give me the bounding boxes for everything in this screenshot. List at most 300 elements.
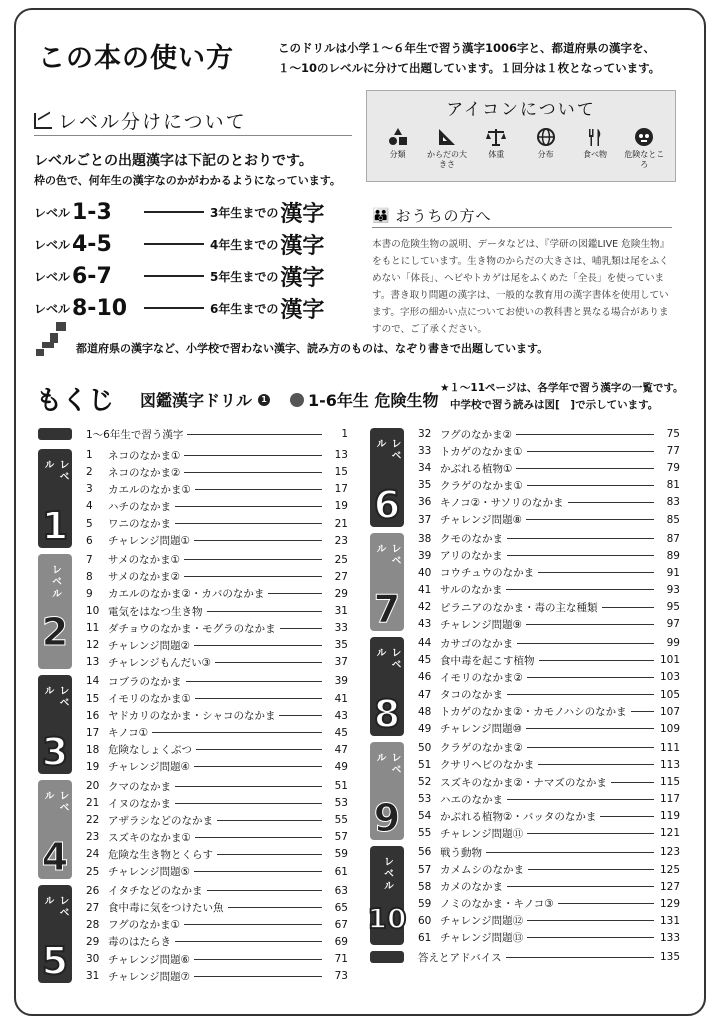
toc-entry-page: 1 bbox=[341, 428, 348, 440]
leader-line bbox=[184, 559, 322, 560]
toc-entry[interactable] bbox=[86, 829, 348, 845]
toc-entry[interactable] bbox=[418, 548, 680, 564]
toc-subtitle-text: 図鑑漢字ドリル bbox=[140, 391, 253, 410]
toc-entry[interactable] bbox=[418, 740, 680, 756]
toc-entry[interactable] bbox=[86, 637, 348, 653]
toc-entry-number: 58 bbox=[418, 880, 432, 893]
toc-entry[interactable] bbox=[86, 691, 348, 707]
leader-line bbox=[184, 576, 322, 577]
toc-entry-title: クラゲのなかま① bbox=[440, 479, 523, 492]
toc-entry-page: 81 bbox=[666, 479, 680, 492]
divider bbox=[144, 307, 204, 309]
toc-entry-number: 16 bbox=[86, 709, 100, 722]
toc-entry-page: 127 bbox=[659, 880, 680, 893]
toc-entry-title: チャレンジ問題⑩ bbox=[440, 723, 523, 736]
level-badge-number: 4 bbox=[41, 834, 69, 879]
toc-entry-title: チャレンジ問題⑤ bbox=[108, 866, 191, 878]
level-badge-label: レベル bbox=[49, 563, 61, 600]
toc-entry-number: 48 bbox=[418, 705, 432, 718]
toc-entry-page: 27 bbox=[334, 570, 348, 583]
toc-entry-title: チャレンジ問題④ bbox=[108, 761, 191, 774]
toc-entry[interactable] bbox=[418, 879, 680, 895]
toc-entry[interactable] bbox=[418, 825, 680, 841]
icon-item-food bbox=[572, 126, 618, 170]
level-kanji: 漢字 bbox=[280, 201, 325, 227]
toc-entry-number: 40 bbox=[418, 566, 432, 579]
leader-line bbox=[600, 816, 654, 817]
leader-line bbox=[517, 643, 654, 644]
leader-line bbox=[527, 451, 654, 452]
level-badge-number: 7 bbox=[373, 587, 401, 632]
toc-series-text: 1-6年生 危険生物 bbox=[308, 391, 439, 410]
toc-entry-page: 49 bbox=[334, 760, 348, 773]
leader-line bbox=[507, 799, 654, 800]
toc-entry-title: 危険な生き物とくらす bbox=[108, 848, 213, 861]
toc-entry-page: 89 bbox=[666, 549, 680, 562]
japan-map-icon bbox=[36, 322, 70, 356]
toc-entry-title: コブラのなかま bbox=[108, 675, 182, 688]
toc-entry-number: 25 bbox=[86, 865, 100, 878]
toc-entry[interactable] bbox=[86, 569, 348, 585]
page-title: この本の使い方 bbox=[38, 43, 234, 74]
toc-entry-number: 28 bbox=[86, 918, 100, 931]
toc-entry-page: 59 bbox=[334, 848, 348, 861]
toc-entry-title: チャレンジ問題⑪ bbox=[440, 827, 524, 840]
leader-line bbox=[506, 957, 654, 958]
toc-entry[interactable] bbox=[418, 930, 680, 946]
header-desc-line1: このドリルは小学１～６年生で習う漢字1006字と、都道府県の漢字を、 bbox=[278, 41, 656, 55]
level-grade: 3年生までの bbox=[210, 205, 279, 220]
toc-entry[interactable] bbox=[86, 864, 348, 880]
toc-entry-page: 35 bbox=[334, 639, 348, 652]
toc-entry[interactable] bbox=[418, 808, 680, 824]
level-badge bbox=[38, 780, 72, 879]
icon-caption: 分布 bbox=[537, 150, 554, 159]
toc-note-line1: ★１～11ページは、各学年で習う漢字の一覧です。 bbox=[440, 382, 684, 394]
toc-entry-page: 71 bbox=[334, 953, 348, 965]
toc-entry[interactable] bbox=[86, 968, 348, 984]
divider bbox=[144, 275, 204, 277]
toc-entry[interactable] bbox=[418, 512, 680, 528]
toc-entry[interactable] bbox=[418, 494, 680, 510]
toc-entry-number: 52 bbox=[418, 776, 432, 788]
toc-entry-page: 91 bbox=[666, 566, 680, 579]
toc-entry-number: 46 bbox=[418, 671, 432, 684]
toc-entry-number: 15 bbox=[86, 692, 100, 705]
toc-entry[interactable] bbox=[86, 883, 348, 899]
toc-entry[interactable] bbox=[86, 846, 348, 862]
toc-entry-number: 29 bbox=[86, 935, 100, 948]
toc-entry[interactable] bbox=[86, 759, 348, 775]
toc-entry[interactable] bbox=[86, 426, 348, 442]
leader-line bbox=[195, 837, 322, 838]
level-grade: 5年生までの bbox=[210, 269, 279, 284]
levels-caption: 枠の色で、何年生の漢字なのかがわかるようになっています。 bbox=[34, 174, 341, 187]
level-badge-label: レベル bbox=[42, 459, 68, 484]
leader-line bbox=[194, 959, 322, 960]
toc-entry-number: 11 bbox=[86, 622, 100, 635]
toc-entry-title: フグのなかま② bbox=[440, 428, 513, 441]
leader-line bbox=[196, 749, 322, 750]
toc-entry-title: かぶれる植物① bbox=[440, 462, 513, 475]
toc-entry[interactable] bbox=[418, 565, 680, 581]
toc-entry[interactable] bbox=[86, 778, 348, 794]
toc-entry-page: 13 bbox=[334, 449, 348, 462]
level-range: 8-10 bbox=[72, 295, 128, 321]
toc-entry-page: 41 bbox=[334, 692, 348, 705]
leader-line bbox=[507, 886, 654, 887]
level-badge-label: レベル bbox=[42, 790, 68, 814]
leader-line bbox=[527, 833, 654, 834]
level-badge-number: 10 bbox=[367, 902, 407, 936]
toc-entry[interactable] bbox=[86, 481, 348, 497]
icon-caption: からだの大きさ bbox=[426, 150, 467, 169]
toc-entry-page: 15 bbox=[334, 466, 348, 479]
toc-entry[interactable] bbox=[418, 599, 680, 615]
toc-entry-number: 47 bbox=[418, 688, 432, 701]
leader-line bbox=[526, 519, 654, 520]
toc-entry[interactable] bbox=[86, 812, 348, 828]
level-badge-label: レベル bbox=[42, 685, 68, 710]
icon-item-body-size bbox=[424, 126, 470, 170]
leader-line bbox=[184, 924, 322, 925]
toc-entry[interactable] bbox=[418, 443, 680, 459]
toc-entry-page: 39 bbox=[334, 675, 348, 688]
level-kanji: 漢字 bbox=[280, 297, 325, 323]
toc-entry[interactable] bbox=[418, 949, 680, 965]
icon-item-weight bbox=[473, 126, 519, 170]
toc-entry-number: 49 bbox=[418, 722, 432, 735]
toc-entry[interactable] bbox=[418, 704, 680, 720]
leader-line bbox=[280, 628, 322, 629]
toc-entry-title: チャレンジ問題⑫ bbox=[440, 915, 524, 928]
toc-entry[interactable] bbox=[418, 635, 680, 651]
leader-line bbox=[194, 766, 322, 767]
toc-entry-title: スズキのなかま① bbox=[108, 831, 191, 844]
toc-entry[interactable] bbox=[86, 447, 348, 463]
level-grade: 6年生までの bbox=[210, 301, 279, 316]
leader-line bbox=[184, 455, 322, 456]
toc-entry-title: チャレンジ問題⑦ bbox=[108, 970, 191, 983]
toc-entry-number: 38 bbox=[418, 532, 432, 545]
level-rows bbox=[34, 196, 364, 324]
toc-entry-page: 21 bbox=[334, 517, 348, 530]
toc-entry[interactable] bbox=[86, 464, 348, 480]
scale-icon bbox=[473, 126, 519, 148]
icons-legend-title: アイコンについて bbox=[446, 100, 596, 120]
toc-entry[interactable] bbox=[418, 896, 680, 912]
toc-entry-page: 63 bbox=[334, 884, 348, 897]
toc-entry-title: サルのなかま bbox=[440, 584, 503, 597]
leader-line bbox=[217, 820, 322, 821]
icon-caption: 分類 bbox=[389, 150, 406, 159]
toc-entry-number: 50 bbox=[418, 741, 432, 754]
chart-icon bbox=[34, 113, 52, 129]
toc-entry-page: 67 bbox=[334, 918, 348, 931]
toc-entry-page: 93 bbox=[666, 583, 680, 596]
toc-entry-title: チャレンジもんだい③ bbox=[108, 656, 212, 669]
toc-entry-number: 51 bbox=[418, 758, 432, 771]
leader-line bbox=[611, 782, 654, 783]
toc-entry-number: 60 bbox=[418, 914, 432, 927]
level-badge bbox=[370, 533, 404, 632]
level-badge bbox=[38, 554, 72, 670]
toc-entry[interactable] bbox=[418, 757, 680, 773]
toc-entry-page: 97 bbox=[666, 618, 680, 631]
leader-line bbox=[539, 660, 655, 661]
leader-line bbox=[516, 468, 654, 469]
toc-entry[interactable] bbox=[418, 669, 680, 685]
toc-entry-page: 69 bbox=[334, 935, 348, 948]
toc-entry[interactable] bbox=[418, 531, 680, 547]
toc-entry[interactable] bbox=[86, 498, 348, 514]
level-label: レベル bbox=[34, 301, 71, 316]
toc-entry[interactable] bbox=[418, 862, 680, 878]
toc-entry-title: イモリのなかま① bbox=[108, 693, 191, 705]
toc-entry-page: 105 bbox=[659, 688, 680, 701]
header-description bbox=[278, 38, 688, 78]
toc-entry[interactable] bbox=[86, 673, 348, 689]
toc-entry-number: 27 bbox=[86, 901, 100, 914]
toc-entry-number: 32 bbox=[418, 428, 432, 440]
toc-entry-number: 36 bbox=[418, 496, 432, 509]
toc-entry[interactable] bbox=[418, 477, 680, 493]
leader-line bbox=[194, 540, 322, 541]
toc-entry-title: ピラニアのなかま・毒の主な種類 bbox=[440, 601, 598, 614]
toc-entry-title: カメムシのなかま bbox=[440, 864, 524, 876]
toc-entry[interactable] bbox=[418, 721, 680, 737]
level-range: 1-3 bbox=[72, 199, 112, 225]
toc-entry-page: 31 bbox=[334, 605, 348, 617]
toc-entry-page: 95 bbox=[666, 601, 680, 613]
toc-entry-title: 答えとアドバイス bbox=[418, 951, 502, 964]
toc-entry-number: 9 bbox=[86, 587, 93, 600]
leader-line bbox=[207, 611, 323, 612]
toc-entry-number: 2 bbox=[86, 466, 93, 479]
toc-title: もくじ bbox=[36, 386, 115, 416]
toc-entry-page: 99 bbox=[666, 637, 680, 650]
toc-entry-page: 83 bbox=[666, 496, 680, 509]
toc-entry[interactable] bbox=[418, 616, 680, 632]
family-icon: 👪 bbox=[372, 207, 390, 224]
level-badge bbox=[38, 885, 72, 984]
body-size-icon bbox=[424, 126, 470, 148]
toc-entry-page: 121 bbox=[659, 827, 680, 840]
toc-entry-title: タコのなかま bbox=[440, 689, 503, 701]
toc-entry-number: 26 bbox=[86, 884, 100, 897]
toc-entry-page: 75 bbox=[666, 428, 680, 440]
toc-entry-title: カエルのなかま②・カバのなかま bbox=[108, 588, 265, 601]
toc-entry-title: 食中毒に気をつけたい魚 bbox=[108, 902, 224, 915]
toc-entry[interactable] bbox=[86, 900, 348, 916]
toc-entry-page: 101 bbox=[659, 654, 680, 667]
toc-entry[interactable] bbox=[418, 652, 680, 668]
toc-entry[interactable] bbox=[86, 620, 348, 636]
level-badge-label: レベル bbox=[374, 647, 400, 672]
volume-number: 1 bbox=[258, 394, 270, 406]
levels-heading bbox=[34, 106, 352, 136]
toc-entry[interactable] bbox=[418, 426, 680, 442]
toc-entry[interactable] bbox=[418, 844, 680, 860]
toc-entry-number: 21 bbox=[86, 797, 100, 810]
toc-entry-title: イモリのなかま② bbox=[440, 671, 523, 684]
toc-entry-title: クマのなかま bbox=[108, 780, 171, 793]
toc-entry-title: カメのなかま bbox=[440, 881, 503, 894]
toc-entry-page: 125 bbox=[659, 863, 680, 876]
toc-entry-title: ハチのなかま bbox=[108, 500, 171, 513]
leader-line bbox=[527, 747, 654, 748]
leader-line bbox=[184, 472, 322, 473]
toc-entry-page: 115 bbox=[659, 776, 680, 788]
leader-line bbox=[195, 698, 322, 699]
toc-note bbox=[440, 380, 683, 414]
toc-entry-page: 111 bbox=[659, 741, 680, 754]
toc-entry[interactable] bbox=[86, 603, 348, 619]
leader-line bbox=[568, 502, 654, 503]
leader-line bbox=[516, 434, 654, 435]
toc-entry[interactable] bbox=[86, 934, 348, 950]
toc-entry[interactable] bbox=[418, 791, 680, 807]
toc-entry[interactable] bbox=[86, 917, 348, 933]
toc-entry-title: イタチなどのなかま bbox=[108, 885, 203, 898]
toc-entry-page: 77 bbox=[666, 445, 680, 458]
leader-line bbox=[228, 907, 323, 908]
toc-entry-page: 37 bbox=[334, 656, 348, 669]
level-label: レベル bbox=[34, 269, 71, 284]
toc-entry-page: 107 bbox=[659, 705, 680, 718]
toc-entry-number: 4 bbox=[86, 500, 93, 513]
answers-bar bbox=[370, 951, 404, 963]
level-badge bbox=[38, 675, 72, 774]
toc-entry-title: ワニのなかま bbox=[108, 518, 171, 530]
toc-entry-page: 79 bbox=[666, 462, 680, 475]
leader-line bbox=[175, 786, 322, 787]
toc-entry-page: 119 bbox=[659, 810, 680, 823]
toc-entry-title: 1～6年生で習う漢字 bbox=[86, 428, 184, 441]
toc-entry-page: 25 bbox=[334, 553, 348, 566]
toc-entry[interactable] bbox=[86, 516, 348, 532]
toc-entry-title: チャレンジ問題⑨ bbox=[440, 618, 523, 631]
level-row bbox=[34, 196, 364, 228]
toc-entry-page: 85 bbox=[666, 513, 680, 526]
leader-line bbox=[526, 728, 654, 729]
toc-entry-title: ハエのなかま bbox=[440, 793, 503, 806]
classification-icon bbox=[375, 126, 421, 148]
toc-entry-title: フグのなかま① bbox=[108, 919, 181, 932]
toc-entry[interactable] bbox=[418, 687, 680, 703]
toc-entry-title: チャレンジ問題① bbox=[108, 535, 191, 548]
toc-entry[interactable] bbox=[86, 586, 348, 602]
toc-entry-page: 55 bbox=[334, 814, 348, 827]
toc-subtitle bbox=[140, 388, 270, 411]
leader-line bbox=[527, 937, 654, 938]
leader-line bbox=[538, 764, 654, 765]
toc-entry-number: 17 bbox=[86, 726, 100, 739]
toc-entry[interactable] bbox=[86, 708, 348, 724]
parents-heading bbox=[372, 204, 672, 228]
leader-line bbox=[194, 871, 322, 872]
toc-entry-page: 61 bbox=[334, 865, 348, 878]
toc-entry-number: 54 bbox=[418, 810, 432, 823]
icon-caption: 危険なところ bbox=[624, 150, 665, 169]
toc-entry-page: 73 bbox=[334, 970, 348, 983]
level-badge bbox=[370, 637, 404, 736]
toc-entry-number: 18 bbox=[86, 743, 100, 756]
level-badge-label: レベル bbox=[374, 438, 400, 462]
toc-entry-page: 51 bbox=[334, 780, 348, 792]
toc-entry-title: カサゴのなかま bbox=[440, 637, 514, 650]
toc-entry-number: 56 bbox=[418, 846, 432, 859]
toc-entry-title: イヌのなかま bbox=[108, 797, 171, 810]
toc-entry-number: 8 bbox=[86, 570, 93, 583]
toc-entry[interactable] bbox=[418, 582, 680, 598]
level-row bbox=[34, 228, 364, 260]
icon-item-classification bbox=[375, 126, 421, 170]
toc-entry[interactable] bbox=[86, 742, 348, 758]
toc-entry-page: 33 bbox=[334, 622, 348, 635]
toc-entry-title: ノミのなかま・キノコ③ bbox=[440, 898, 554, 911]
leader-line bbox=[527, 485, 654, 486]
parents-heading-text: おうちの方へ bbox=[395, 207, 492, 225]
toc-entry-title: トカゲのなかま②・カモノハシのなかま bbox=[440, 706, 627, 719]
toc-entry-page: 53 bbox=[334, 797, 348, 810]
toc-entry[interactable] bbox=[418, 460, 680, 476]
icon-caption: 体重 bbox=[488, 150, 505, 159]
toc-entry-page: 113 bbox=[659, 758, 680, 771]
toc-entry[interactable] bbox=[86, 533, 348, 549]
toc-entry-title: チャレンジ問題② bbox=[108, 639, 191, 652]
toc-entry[interactable] bbox=[86, 552, 348, 568]
toc-entry[interactable] bbox=[86, 654, 348, 670]
toc-entry[interactable] bbox=[86, 725, 348, 741]
leader-line bbox=[279, 715, 322, 716]
toc-entry-number: 30 bbox=[86, 953, 100, 965]
toc-entry-title: アリのなかま bbox=[440, 550, 503, 563]
toc-entry-title: チャレンジ問題⑧ bbox=[440, 514, 523, 526]
toc-entry-number: 33 bbox=[418, 445, 432, 458]
globe-icon bbox=[523, 126, 569, 148]
toc-entry-number: 23 bbox=[86, 831, 100, 844]
earth-icon bbox=[290, 393, 304, 407]
toc-entry-number: 19 bbox=[86, 760, 100, 773]
parents-body: 本書の危険生物の説明、データなどは、『学研の図鑑LIVE 危険生物』をもとにしています。生き物のからだの大きさは、哺乳類は尾をふくめない「体長」、ヘビやトカゲは尾をふくめた「全長」を使っています。書き取り問題の漢字は、一般的な教育用の漢字書体を使用しています。字形の細かい点についてお使いの教科書と異なる場合がありますので、ご了承ください。 bbox=[372, 239, 670, 335]
toc-entry-number: 14 bbox=[86, 675, 100, 688]
toc-entry-number: 13 bbox=[86, 656, 100, 669]
toc-entry[interactable] bbox=[418, 774, 680, 790]
divider bbox=[144, 211, 204, 213]
toc-entry[interactable] bbox=[418, 913, 680, 929]
leader-line bbox=[268, 593, 322, 594]
toc-entry[interactable] bbox=[86, 951, 348, 967]
leader-line bbox=[528, 869, 654, 870]
toc-entry-number: 12 bbox=[86, 639, 100, 652]
toc-entry-number: 55 bbox=[418, 827, 432, 840]
level-badge-number: 2 bbox=[41, 609, 69, 654]
toc-entry[interactable] bbox=[86, 795, 348, 811]
toc-entry-number: 10 bbox=[86, 605, 100, 617]
icon-caption: 食べ物 bbox=[582, 150, 607, 159]
icons-legend bbox=[366, 90, 676, 182]
leader-line bbox=[194, 645, 322, 646]
toc-entry-number: 42 bbox=[418, 601, 432, 613]
toc-entry-number: 20 bbox=[86, 780, 100, 792]
prefecture-note-text: 都道府県の漢字など、小学校で習わない漢字、読み方のものは、なぞり書きで出題しています。 bbox=[76, 342, 549, 355]
toc-entry-page: 87 bbox=[666, 532, 680, 545]
leader-line bbox=[631, 711, 654, 712]
skull-icon bbox=[621, 126, 667, 148]
level-badge bbox=[370, 742, 404, 841]
leader-line bbox=[217, 854, 322, 855]
